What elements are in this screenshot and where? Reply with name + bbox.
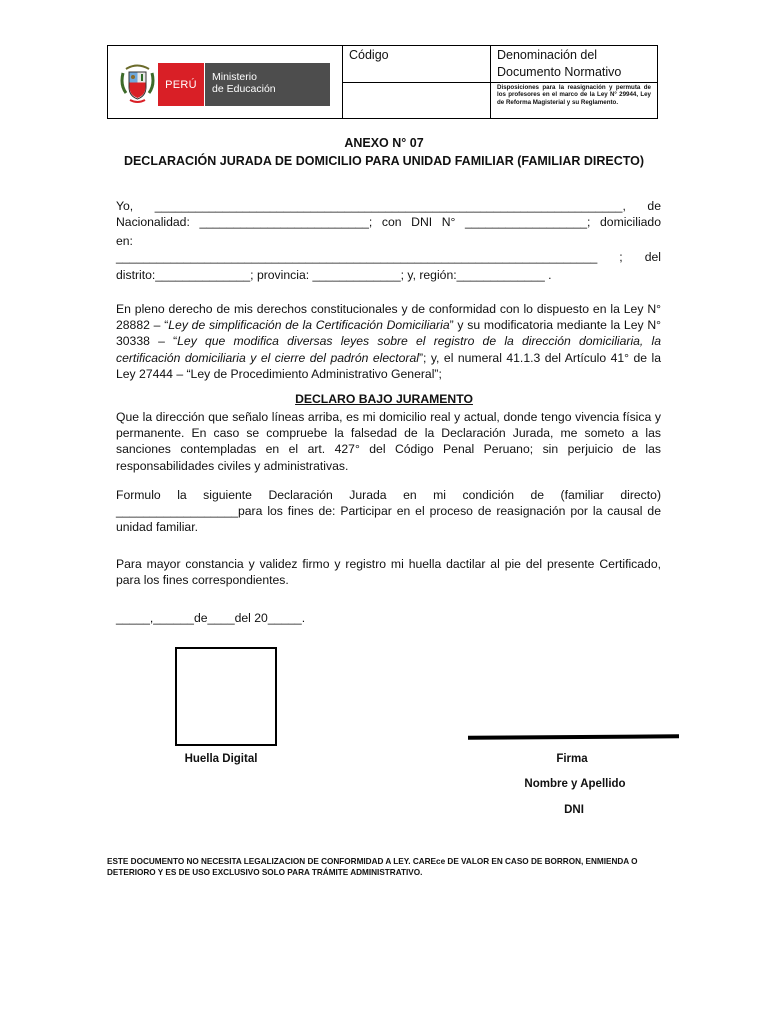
form-semicolon: ; [619, 250, 623, 264]
form-line-name [116, 199, 661, 213]
denominacion-cell [490, 46, 657, 118]
form-line-nationality [116, 215, 661, 229]
ministry-logo [108, 46, 342, 118]
form-domiciliado-label: domiciliado [600, 215, 661, 229]
legal-text-part3: ”; y, el numeral 41.1.3 del Artículo 41° de la Ley 27444 – “Ley de Procedimiento Administrativo General”; [116, 350, 662, 381]
fingerprint-label: Huella Digital [184, 753, 258, 765]
constancia-paragraph: Para mayor constancia y validez firmo y registro mi huella dactilar al pie del presente Certificado, para los fines correspondientes. [116, 557, 661, 588]
form-en-label: en: [116, 234, 133, 248]
annex-title: ANEXO N° 07 [344, 136, 424, 150]
date-line: _____,______de____del 20_____. [116, 611, 306, 625]
document-title: DECLARACIÓN JURADA DE DOMICILIO PARA UNIDAD FAMILIAR (FAMILIAR DIRECTO) [123, 154, 645, 168]
nombre-apellido-label: Nombre y Apellido [524, 778, 626, 790]
law-28882-title: Ley de simplificación de la Certificación Domiciliaria [168, 318, 450, 333]
form-nationality-label: Nacionalidad: [116, 215, 190, 229]
legal-text-part1: En pleno derecho de mis derechos constitucionales y de conformidad con lo dispuesto en la Ley N° 28882 – “ [116, 302, 661, 333]
document-header-table [107, 45, 658, 119]
legal-basis-paragraph [116, 301, 661, 382]
codigo-label: Código [343, 46, 490, 83]
signature-line [468, 734, 679, 739]
form-dni-label: DNI [411, 215, 433, 229]
form-line-address [116, 250, 661, 264]
ministry-logo-box [204, 63, 330, 106]
denominacion-label-line2: Documento Normativo [497, 65, 622, 79]
declaration-paragraph: Que la dirección que señalo líneas arriba, es mi domicilio real y actual, donde tengo vivencia física y permanente. En caso se compruebe la falsedad de la Declaración Jurada, me someto a las sanciones contempladas en el art. 427° del Código Penal Peruano; sin perjuicio de las responsabilidades civiles y administrativas. [116, 410, 661, 473]
form-con-label: con [381, 215, 402, 229]
ministry-name-line1: Ministerio [212, 71, 257, 83]
form-de-label: de [647, 199, 661, 213]
peru-logo-box [158, 63, 204, 106]
form-name-blank: _____________________________________________________________________, [154, 199, 626, 213]
formulo-paragraph: Formulo la siguiente Declaración Jurada en mi condición de (familiar directo) __________________para los fines de: Participar en el proceso de reasignación por la causal de unidad familiar. [116, 488, 661, 535]
peru-logo-text: PERÚ [165, 78, 197, 91]
firma-label: Firma [556, 753, 588, 765]
form-dni-blank: __________________; [465, 215, 591, 229]
dni-signature-label: DNI [564, 804, 584, 816]
form-nationality-blank: _________________________; [199, 215, 373, 229]
form-del-label: del [644, 250, 661, 264]
legal-text-part2: ” y su modificatoria mediante la Ley N° 30338 – “ [116, 318, 662, 349]
coat-of-arms-icon [120, 63, 155, 104]
form-numero-label: N° [441, 215, 456, 229]
form-address-blank: _______________________________________________________________________ [116, 250, 598, 264]
declaro-heading: DECLARO BAJO JURAMENTO [295, 392, 473, 406]
denominacion-label [491, 46, 657, 83]
form-yo-label: Yo, [116, 199, 134, 213]
footer-disclaimer: ESTE DOCUMENTO NO NECESITA LEGALIZACION DE CONFORMIDAD A LEY. CAREce DE VALOR EN CASO DE BORRON, ENMIENDA O DETERIORO Y ES DE USO EXCLUSIVO SOLO PARA TRÁMITE ADMINISTRATIVO. [107, 857, 638, 877]
ministry-name-line2: de Educación [212, 83, 276, 95]
denominacion-label-line1: Denominación del [497, 48, 598, 62]
fingerprint-box [175, 647, 277, 746]
law-30338-title: Ley que modifica diversas leyes sobre el registro de la dirección domiciliaria, la certificación domiciliaria y el cierre del padrón electoral [116, 334, 662, 365]
denominacion-value: Disposiciones para la reasignación y permuta de los profesores en el marco de la Ley N° 29944, Ley de Reforma Magisterial y su Reglamento. [497, 84, 651, 106]
form-line-district: distrito:______________; provincia: _____________; y, región:_____________ . [116, 268, 552, 282]
codigo-cell [342, 46, 490, 118]
